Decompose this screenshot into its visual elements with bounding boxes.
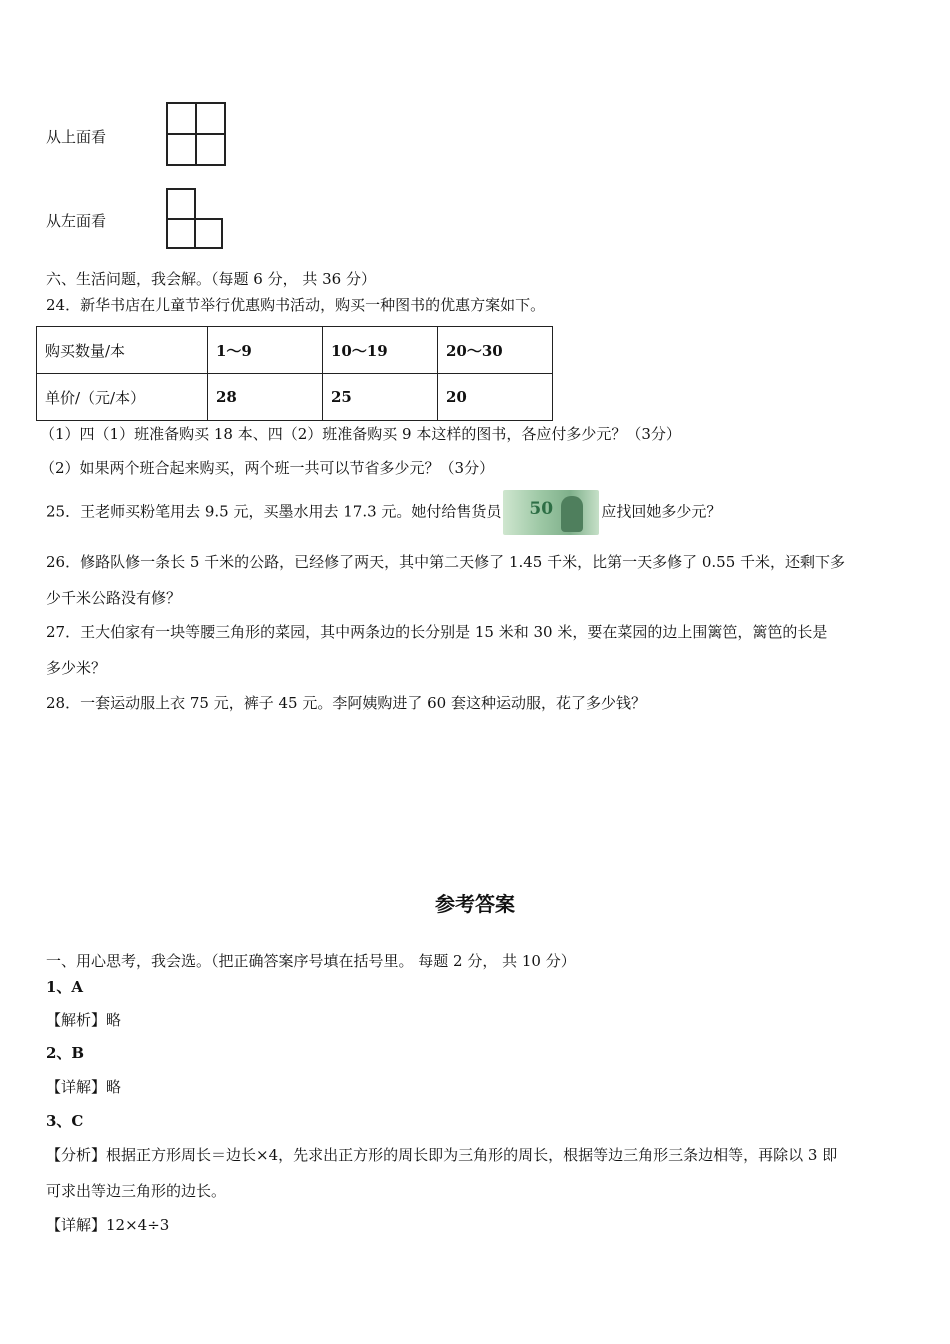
table-cell: 单价/（元/本） <box>37 374 208 421</box>
question-25-text-before: 25．王老师买粉笔用去 9.5 元，买墨水用去 17.3 元。她付给售货员 <box>46 502 502 521</box>
answer-2-note: 【详解】略 <box>46 1078 122 1096</box>
answer-1: 1、A <box>46 978 84 996</box>
table-cell: 购买数量/本 <box>37 327 208 374</box>
question-24-part-1: （1）四（1）班准备购买 18 本、四（2）班准备购买 9 本这样的图书，各应付多少元？（3分） <box>40 425 681 443</box>
table-row <box>37 374 553 421</box>
question-28: 28．一套运动服上衣 75 元，裤子 45 元。李阿姨购进了 60 套这种运动服，花了多少钱？ <box>46 694 646 712</box>
question-27-line-1: 27．王大伯家有一块等腰三角形的菜园，其中两条边的长分别是 15 米和 30 米，要在菜园的边上围篱笆，篱笆的长是 <box>46 623 828 641</box>
table-cell: 28 <box>208 374 323 421</box>
table-cell: 20 <box>438 374 553 421</box>
answers-title: 参考答案 <box>435 892 515 916</box>
section-6-heading: 六、生活问题，我会解。（每题 6 分， 共 36 分） <box>46 270 376 288</box>
question-25-text-after: 应找回她多少元？ <box>601 502 722 521</box>
left-view-label: 从左面看 <box>46 212 107 230</box>
table-cell: 1～9 <box>208 327 323 374</box>
banknote-image <box>503 490 599 535</box>
answer-3-analysis-line-1: 【分析】根据正方形周长＝边长×4，先求出正方形的周长即为三角形的周长，根据等边三角形三条边相等，再除以 3 即 <box>46 1146 838 1164</box>
table-cell: 20～30 <box>438 327 553 374</box>
table-row <box>37 327 553 374</box>
answer-3: 3、C <box>46 1112 84 1130</box>
answer-3-analysis-line-2: 可求出等边三角形的边长。 <box>46 1182 227 1200</box>
question-27-line-2: 多少米？ <box>46 659 107 677</box>
table-cell: 10～19 <box>323 327 438 374</box>
table-cell: 25 <box>323 374 438 421</box>
banknote-portrait <box>561 496 583 532</box>
question-26-line-1: 26．修路队修一条长 5 千米的公路，已经修了两天，其中第二天修了 1.45 千米，比第一天多修了 0.55 千米，还剩下多 <box>46 553 846 571</box>
question-26-line-2: 少千米公路没有修？ <box>46 589 182 607</box>
question-25 <box>46 490 721 535</box>
answers-section-1: 一、用心思考，我会选。（把正确答案序号填在括号里。 每题 2 分， 共 10 分） <box>46 952 576 970</box>
discount-table <box>36 326 553 421</box>
top-view-label: 从上面看 <box>46 128 107 146</box>
answer-3-detail: 【详解】12×4÷3 <box>46 1216 170 1234</box>
question-24: 24．新华书店在儿童节举行优惠购书活动，购买一种图书的优惠方案如下。 <box>46 296 546 314</box>
banknote-value: 50 <box>529 499 554 519</box>
answer-1-note: 【解析】略 <box>46 1011 122 1029</box>
question-24-part-2: （2）如果两个班合起来购买，两个班一共可以节省多少元？（3分） <box>40 459 495 477</box>
answer-2: 2、B <box>46 1044 85 1062</box>
